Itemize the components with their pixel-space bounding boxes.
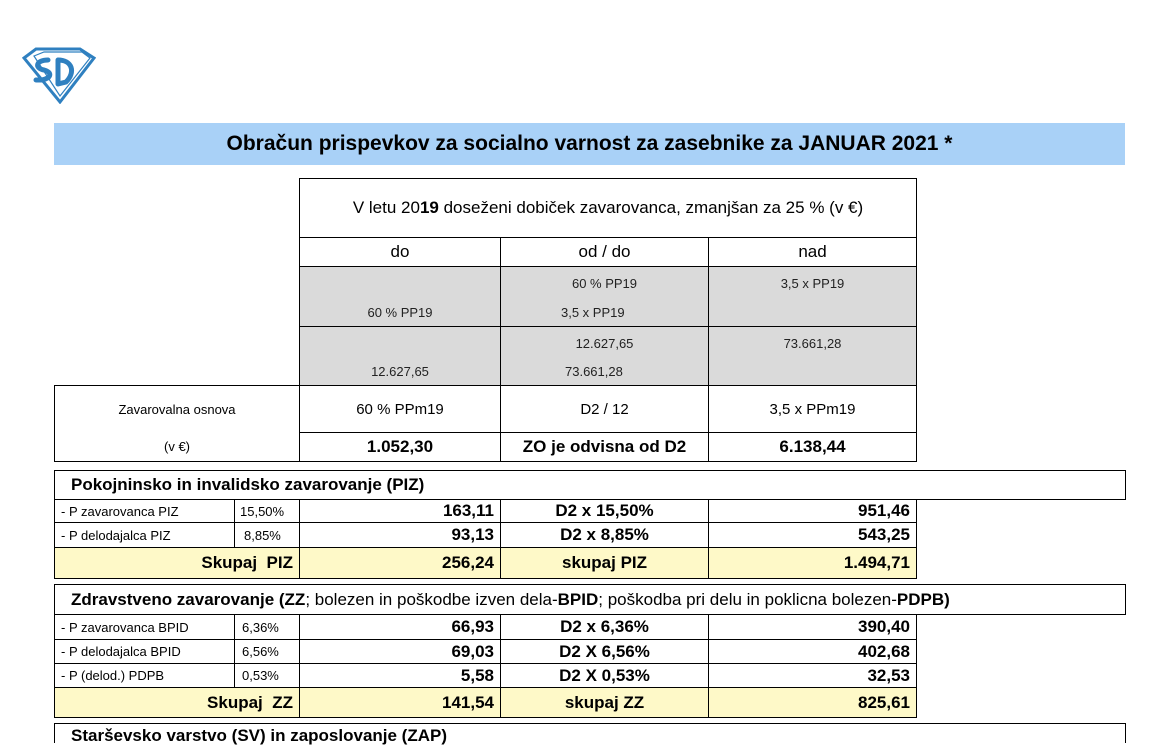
piz-total-formula: skupaj PIZ (500, 547, 709, 579)
piz-row-rate: 15,50% (234, 499, 300, 523)
pp-nad: 3,5 x PP19 (780, 275, 845, 291)
amount-nad: 73.661,28 (783, 335, 842, 351)
zz-row-label: - P zavarovanca BPID (54, 614, 235, 640)
zz-total-label: Skupaj ZZ (54, 687, 300, 718)
basis-od-do: D2 / 12 (500, 385, 709, 433)
piz-row-max: 543,25 (708, 522, 917, 548)
pp-od-lower: 60 % PP19 (571, 275, 638, 291)
piz-total-label: Skupaj PIZ (54, 547, 300, 579)
basis-od-do-value: ZO je odvisna od D2 (500, 432, 709, 462)
pp-do-cell (299, 266, 501, 327)
zz-row-max: 32,53 (708, 663, 917, 688)
piz-row-rate: 8,85% (234, 522, 300, 548)
amount-od-upper: 73.661,28 (565, 363, 623, 379)
piz-row-formula: D2 x 15,50% (500, 499, 709, 523)
company-logo (22, 46, 96, 104)
amount-do-cell (299, 326, 501, 386)
pp-do: 60 % PP19 (367, 304, 433, 320)
basis-unit: (v €) (164, 438, 190, 454)
zz-row-max: 402,68 (708, 639, 917, 664)
zz-total-min: 141,54 (299, 687, 501, 718)
basis-do-value: 1.052,30 (299, 432, 501, 462)
column-header-nad: nad (708, 237, 917, 267)
amount-nad-cell (708, 326, 917, 386)
basis-nad-value: 6.138,44 (708, 432, 917, 462)
zz-row-rate: 6,56% (234, 639, 300, 664)
zz-row-min: 66,93 (299, 614, 501, 640)
amount-do: 12.627,65 (371, 363, 429, 379)
zz-row-formula: D2 X 0,53% (500, 663, 709, 688)
sv-section-title: Starševsko varstvo (SV) in zaposlovanje (ZAP) (54, 723, 1126, 743)
zz-row-rate: 6,36% (234, 614, 300, 640)
piz-row-label: - P zavarovanca PIZ (54, 499, 235, 523)
piz-section-title: Pokojninsko in invalidsko zavarovanje (PIZ) (54, 470, 1126, 500)
zz-section-title: Zdravstveno zavarovanje ( ZZ ; bolezen in poškodbe izven dela- BPID ; poškodba pri delu in poklicna bolezen- PDPB ) (54, 584, 1126, 615)
page-title-text: Obračun prispevkov za socialno varnost za zasebnike za JANUAR 2021 * (226, 132, 953, 155)
basis-do: 60 % PPm19 (299, 385, 501, 433)
zz-row-rate: 0,53% (234, 663, 300, 688)
piz-row-min: 163,11 (299, 499, 501, 523)
zz-row-label: - P delodajalca BPID (54, 639, 235, 664)
basis-label: Zavarovalna osnova (118, 401, 236, 417)
profit-description-text: V letu 2019 doseženi dobiček zavarovanca, zmanjšan za 25 % (v €) (352, 198, 864, 217)
zz-row-label: - P (delod.) PDPB (54, 663, 235, 688)
basis-nad: 3,5 x PPm19 (708, 385, 917, 433)
page-title (54, 123, 1125, 165)
zz-row-max: 390,40 (708, 614, 917, 640)
column-header-od-do: od / do (500, 237, 709, 267)
column-header-do: do (299, 237, 501, 267)
zz-row-formula: D2 x 6,36% (500, 614, 709, 640)
piz-row-formula: D2 x 8,85% (500, 522, 709, 548)
piz-row-label: - P delodajalca PIZ (54, 522, 235, 548)
zz-total-formula: skupaj ZZ (500, 687, 709, 718)
pp-od-upper: 3,5 x PP19 (561, 304, 625, 320)
basis-label-cell (54, 385, 300, 462)
profit-description (299, 178, 917, 238)
zz-row-formula: D2 X 6,56% (500, 639, 709, 664)
zz-total-max: 825,61 (708, 687, 917, 718)
amount-od-cell (500, 326, 709, 386)
pp-od-cell (500, 266, 709, 327)
piz-total-min: 256,24 (299, 547, 501, 579)
zz-row-min: 5,58 (299, 663, 501, 688)
zz-row-min: 69,03 (299, 639, 501, 664)
piz-total-max: 1.494,71 (708, 547, 917, 579)
piz-row-max: 951,46 (708, 499, 917, 523)
piz-row-min: 93,13 (299, 522, 501, 548)
pp-nad-cell (708, 266, 917, 327)
amount-od-lower: 12.627,65 (575, 335, 634, 351)
